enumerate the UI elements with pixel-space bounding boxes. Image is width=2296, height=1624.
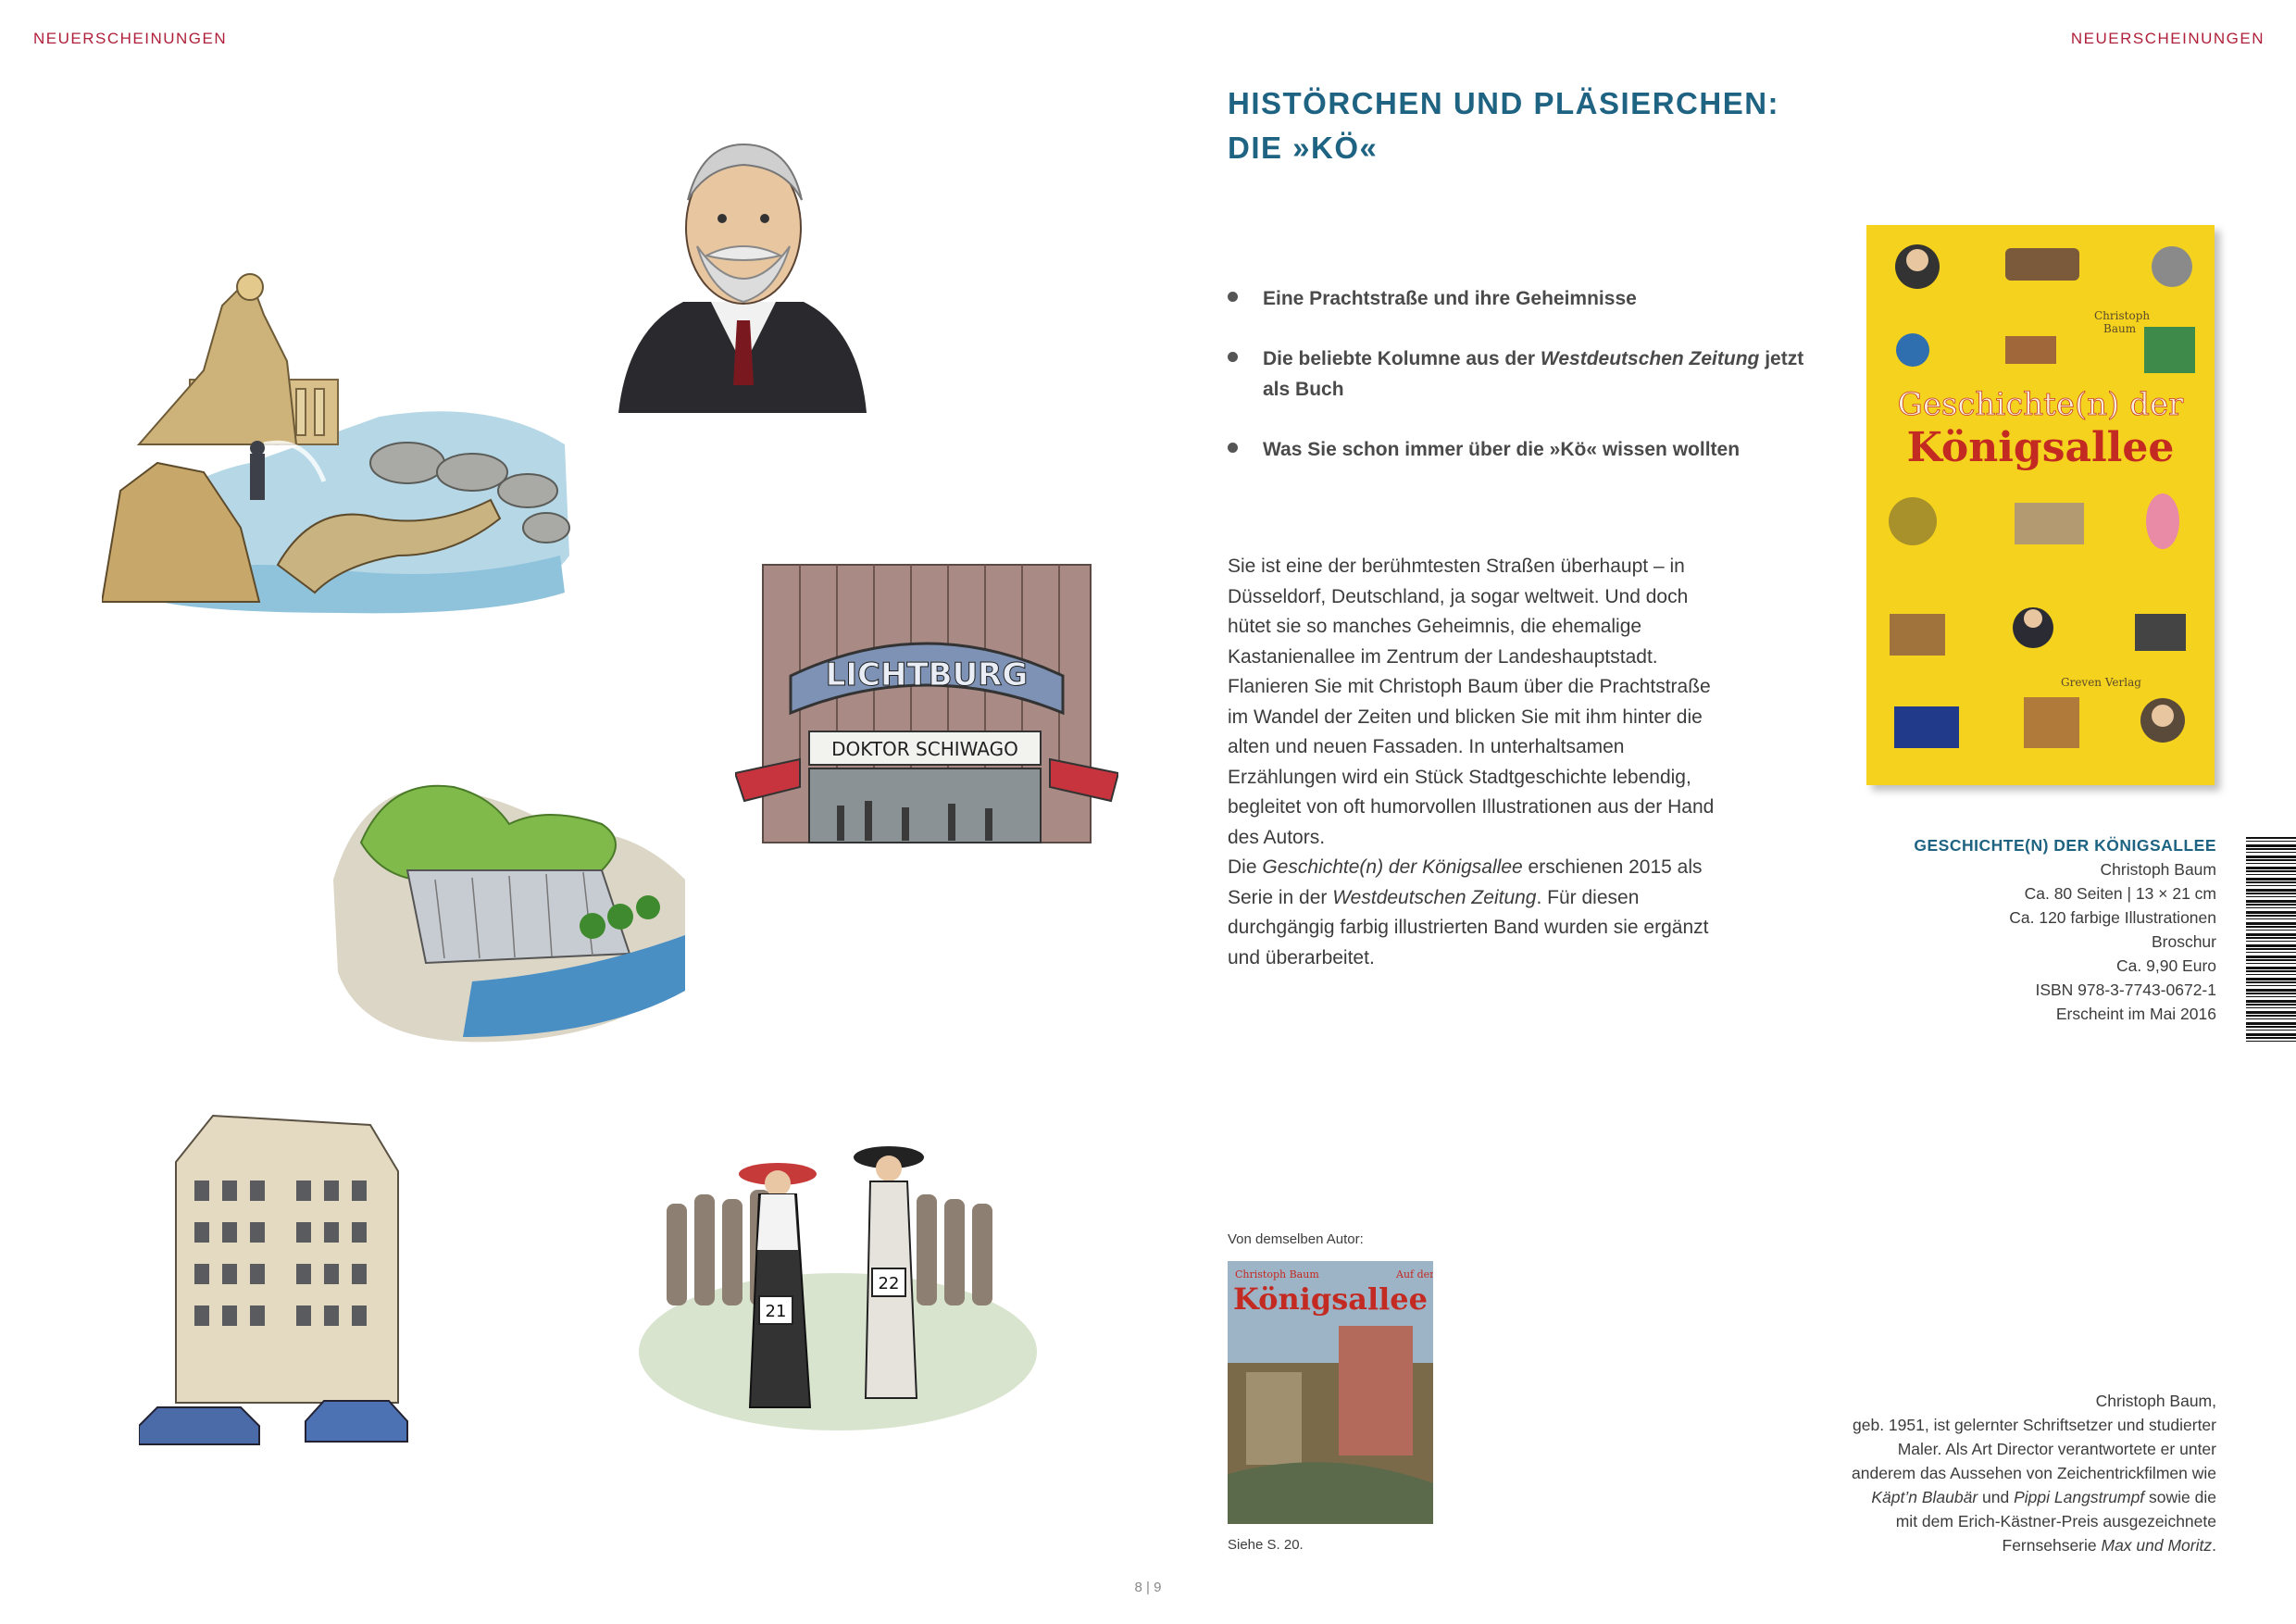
text-span: sowie die mit dem Erich-Kästner-Preis ausgezeichnete Fernsehserie (1895, 1488, 2216, 1555)
cinema-banner-text: DOKTOR SCHIWAGO (831, 738, 1018, 760)
bullet-item (1228, 283, 1820, 314)
book-meta-release: Erscheint im Mai 2016 (2055, 1005, 2216, 1023)
title-line-2: DIE »KÖ« (1228, 131, 1379, 165)
cover-art (1866, 225, 2215, 785)
book-meta-pages-format: Ca. 80 Seiten | 13 × 21 cm (2024, 884, 2216, 903)
same-author-cover-top-right: Auf der (1396, 1268, 1433, 1280)
bullet-text: Eine Prachtstraße und ihre Geheimnisse (1263, 288, 1637, 309)
portrait-illustration (618, 126, 868, 422)
book-meta-isbn: ISBN 978-3-7743-0672-1 (2035, 981, 2216, 999)
book-meta-title: GESCHICHTE(N) DER KÖNIGSALLEE (1914, 836, 2216, 855)
author-bio (1848, 1389, 2216, 1557)
same-author-cover-author: Christoph Baum (1235, 1268, 1319, 1280)
book-cover (1866, 225, 2215, 785)
text-span: und (1978, 1488, 2015, 1506)
running-header-left: NEUERSCHEINUNGEN (33, 30, 228, 47)
cinema-illustration (735, 546, 1118, 852)
author-bio-text (1848, 1413, 2216, 1557)
title-line-1: HISTÖRCHEN UND PLÄSIERCHEN: (1228, 86, 1780, 120)
bullet-text: Die beliebte Kolumne aus der (1263, 348, 1541, 369)
bullet-dot-icon (1228, 292, 1238, 302)
office-building-illustration (139, 1106, 417, 1458)
text-span: . (2212, 1536, 2216, 1555)
description-paragraph-2 (1228, 853, 1728, 973)
book-metadata (1842, 833, 2216, 1026)
text-span: . Für diesen durchgängig farbig illustrierten Band wurden sie ergänzt und überarbeitet. (1228, 886, 1709, 968)
bullet-text: jetzt als Buch (1263, 348, 1804, 400)
text-span: erschienen 2015 als Serie in der (1228, 856, 1703, 908)
description-text (1228, 552, 1728, 973)
fountain-illustration (102, 250, 583, 620)
same-author-label: Von demselben Autor: (1228, 1231, 1364, 1247)
feature-bullet-list (1228, 283, 1820, 494)
bullet-dot-icon (1228, 352, 1238, 362)
bullet-item (1228, 434, 1820, 465)
book-meta-price: Ca. 9,90 Euro (2116, 956, 2216, 975)
author-bio-name: Christoph Baum, (2095, 1392, 2216, 1410)
isbn-barcode (2246, 837, 2296, 1043)
cover-title-line-1: Geschichte(n) der (1897, 386, 2184, 423)
text-italic: Pippi Langstrumpf (2014, 1488, 2145, 1506)
cinema-sign-text: LICHTBURG (825, 656, 1029, 693)
text-italic: Käpt’n Blaubär (1871, 1488, 1978, 1506)
bullet-item (1228, 344, 1820, 405)
book-meta-author: Christoph Baum (2100, 860, 2216, 879)
page-title (1228, 81, 1894, 170)
fashion-illustration (639, 1139, 1037, 1435)
running-header-right: NEUERSCHEINUNGEN (2070, 30, 2265, 47)
same-author-cover (1228, 1261, 1433, 1524)
cover-publisher: Greven Verlag (2061, 676, 2141, 689)
description-paragraph-1: Sie ist eine der berühmtesten Straßen überhaupt – in Düsseldorf, Deutschland, ja sogar weltweit. Und doch hütet sie so manches Geheimnis, die ehemalige Kastanienallee im Zentrum der Landeshauptstadt. Flanieren Sie mit Christoph Baum über die Prachtstraße im Wandel der Zeiten und blicken Sie mit ihm hinter die alten und neuen Fassaden. In unterhaltsamen Erzählungen wird ein Stück Stadtgeschichte lebendig, begleitet von oft humorvollen Illustrationen aus der Hand des Autors. (1228, 556, 1715, 848)
cover-author-line-2: Baum (2103, 322, 2137, 335)
bullet-text-italic: Westdeutschen Zeitung (1540, 348, 1760, 369)
park-illustration (324, 768, 694, 1046)
page-numbers: 8 | 9 (1134, 1580, 1162, 1595)
same-author-cover-art (1228, 1261, 1433, 1524)
same-author-ref: Siehe S. 20. (1228, 1537, 1304, 1553)
text-italic: Max und Moritz (2101, 1536, 2213, 1555)
bullet-text: Was Sie schon immer über die »Kö« wissen wollten (1263, 439, 1741, 460)
text-italic: Geschichte(n) der Königsallee (1262, 856, 1523, 878)
bullet-dot-icon (1228, 443, 1238, 453)
book-meta-illustrations: Ca. 120 farbige Illustrationen (2009, 908, 2216, 927)
same-author-cover-title: Königsallee (1232, 1281, 1429, 1317)
text-italic: Westdeutschen Zeitung (1332, 886, 1537, 908)
text-span: Die (1228, 856, 1263, 878)
cover-author-line-1: Christoph (2094, 309, 2151, 322)
cover-title-line-2: Königsallee (1906, 424, 2175, 471)
number-right-text: 22 (878, 1274, 900, 1293)
text-span: geb. 1951, ist gelernter Schriftsetzer und studierter Maler. Als Art Director verantwortete er unter anderem das Aussehen von Zeichentrickfilmen wie (1852, 1416, 2216, 1482)
book-meta-binding: Broschur (2151, 932, 2216, 951)
number-left-text: 21 (765, 1302, 787, 1321)
